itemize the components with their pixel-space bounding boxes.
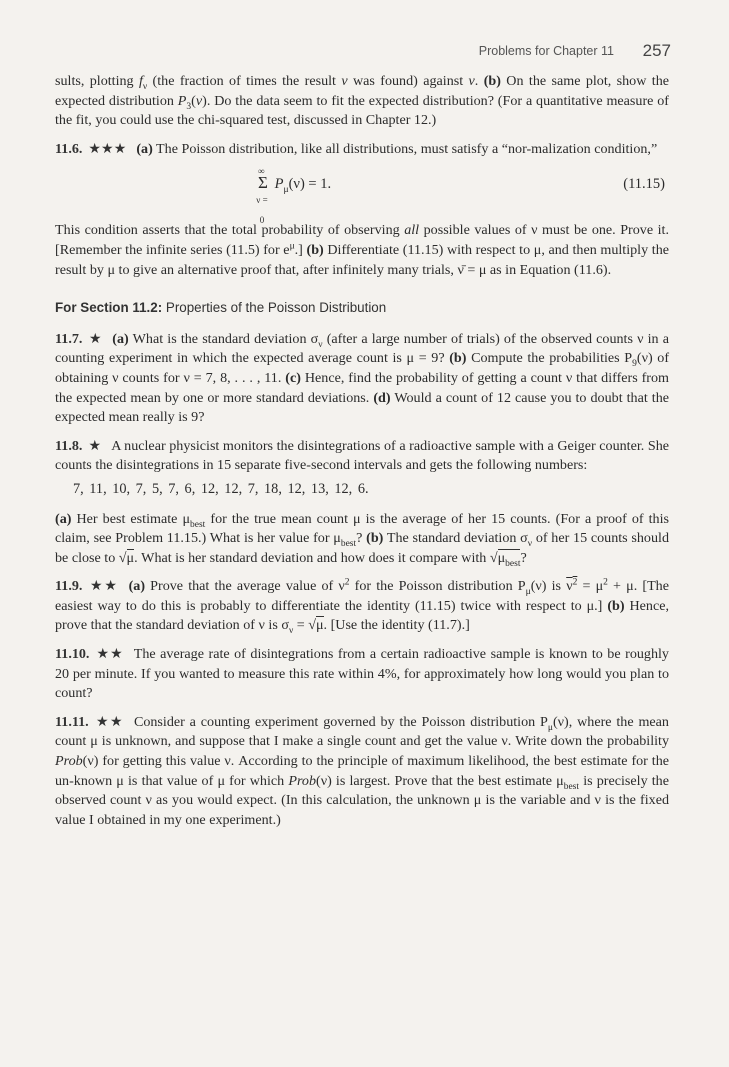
problem-11-11: 11.11. ★★ Consider a counting experiment governed by the Poisson distribution $P_\mu(\nu)$, where the mean count μ is unknown, and suppose that I make a single count and get the value ν. Write down the probability Prob(ν) for getting this value ν. According to the principle of maximum likelihood, the best estimate for the un-known μ is that value of μ for which Prob(ν) is largest. Prove that the best estimate $\mu_{best}$ is precisely the observed count ν as you would expect. (In this calculation, the unknown μ is the variable and ν is the fixed value I obtained in my one experiment.) [55,713,669,828]
problem-number: 11.6. [55,140,83,157]
difficulty-stars: ★★★ [88,140,127,157]
problem-11-10: 11.10. ★★ The average rate of disintegrations from a certain radioactive sample is known to be roughly 20 per minute. If you wanted to measure this rate within 4%, for approximately how long would you plan to count? [55,646,669,702]
difficulty-stars: ★ [88,330,103,347]
difficulty-stars: ★★ [94,713,124,730]
page-number: 257 [642,41,671,60]
problem-11-6-continued: This condition asserts that the total probability of observing all possible values of ν must be one. Prove it. [Remember the infinite series (11.5) for $e^\mu$.] (b) Differentiate (11.15) with respect to μ, and then multiply the result by μ to give an alternative proof that, after infinitely many trials, ν̄ = μ as in Equation (11.6). [55,222,669,278]
count-data: 7, 11, 10, 7, 5, 7, 6, 12, 12, 7, 18, 12, 13, 12, 6. [73,480,369,497]
difficulty-stars: ★★ [95,646,124,663]
section-heading: For Section 11.2: Properties of the Poisson Distribution [55,300,387,316]
problem-11-9: 11.9. ★★ (a) Prove that the average value of $\nu^2$ for the Poisson distribution $P_\mu(\nu)$ is $\nu^2 = \mu^2 + \mu$. [The easiest way to do this is probably to differentiate the identity (11.15) twice with respect to μ.] (b) Hence, prove that the standard deviation of ν is $\sigma_\nu = √\mu$. [Use the identity (11.7).] [55,577,669,637]
equation-number: (11.15) [623,176,665,193]
problem-11-8: 11.8. ★ A nuclear physicist monitors the disintegrations of a radioactive sample with a Geiger counter. She counts the disintegrations in 15 separate five-second intervals and gets the following numbers: [55,437,669,474]
page-body [55,72,669,839]
problem-11-8-continued: (a) Her best estimate $\mu_{best}$ for the true mean count μ is the average of her 15 counts. (For a proof of this claim, see Problem 11.15.) What is her value for $\mu_{best}$? (b) The standard deviation $\sigma_\nu$ of her 15 counts should be close to √μ. What is her standard deviation and how does it compare with $√\mu_{best}$? [55,510,669,569]
problem-11-7: 11.7. ★ (a) What is the standard deviation $\sigma_\nu$ (after a large number of trials) of the observed counts ν in a counting experiment in which the expected average count is μ = 9? (b) Compute the probabilities $P_9(\nu)$ of obtaining ν counts for ν = 7, 8, . . . , 11. (c) Hence, find the probability of getting a count ν that differs from the expected mean by one or more standard deviations. (d) Would a count of 12 cause you to doubt that the expected mean really is 9? [55,330,670,426]
page-header [0,40,729,64]
problem-11-6: 11.6. ★★★ (a) The Poisson distribution, like all distributions, must satisfy a “nor-malization condition,” [55,140,658,157]
difficulty-stars: ★★ [88,578,119,595]
continued-paragraph: sults, plotting $f_\nu$ (the fraction of times the result ν was found) against ν. (b) On the same plot, show the expected distribution $P_3(\nu)$. Do the data seem to fit the expected distribution? (For a quantitative measure of the fit, you could use the chi-squared test, discussed in Chapter 12.) [55,73,670,129]
running-head: Problems for Chapter 11 [478,44,614,58]
difficulty-stars: ★ [88,437,102,454]
equation-body: ∞ Σ ν = 0 $P_\mu(\nu) = 1$. [256,166,332,225]
equation-11-15 [55,166,669,225]
